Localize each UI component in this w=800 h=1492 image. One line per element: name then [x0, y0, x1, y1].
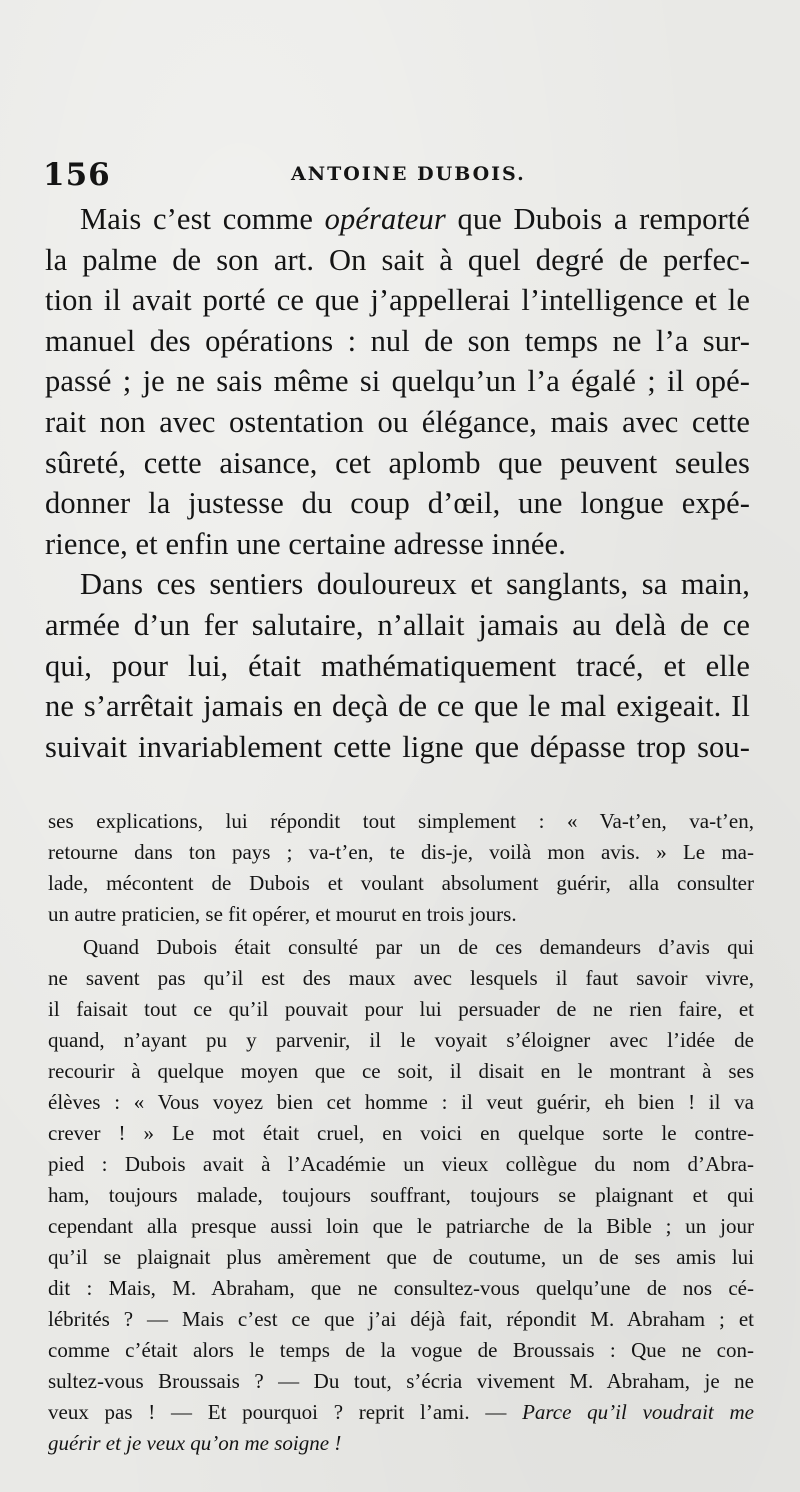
running-head: ANTOINE DUBOIS. — [291, 163, 526, 185]
text-line: donner la justesse du coup d’œil, une longue expé- — [45, 486, 750, 521]
text-line: rience, et enfin une certaine adresse innée. — [45, 526, 566, 561]
footnote-line: comme c’était alors le temps de la vogue de Broussais : Que ne con- — [48, 1338, 754, 1362]
footnote-line: Quand Dubois était consulté par un de ces demandeurs d’avis qui — [83, 935, 754, 959]
footnote-line: ne savent pas qu’il est des maux avec lesquels il faut savoir vivre, — [48, 966, 754, 990]
footnote-line: lébrités ? — Mais c’est ce que j’ai déjà fait, répondit M. Abraham ; et — [48, 1307, 754, 1331]
page-number: 156 — [43, 157, 111, 193]
footnote-line: élèves : « Vous voyez bien cet homme : il veut guérir, eh bien ! il va — [48, 1090, 754, 1114]
text-line: la palme de son art. On sait à quel degré de perfec- — [45, 242, 750, 277]
footnote-line: veux pas ! — Et pourquoi ? reprit l’ami. — Parce qu’il voudrait me — [48, 1400, 754, 1424]
footnote-line: crever ! » Le mot était cruel, en voici en quelque sorte le contre- — [48, 1121, 754, 1145]
text-line: sûreté, cette aisance, cet aplomb que peuvent seules — [45, 445, 750, 480]
footnote-line: un autre praticien, se fit opérer, et mourut en trois jours. — [48, 902, 517, 926]
footnote-line: quand, n’ayant pu y parvenir, il le voyait s’éloigner avec l’idée de — [48, 1028, 754, 1052]
footnote-line: pied : Dubois avait à l’Académie un vieux collègue du nom d’Abra- — [48, 1152, 754, 1176]
footnote-line: qu’il se plaignait plus amèrement que de coutume, un de ses amis lui — [48, 1245, 754, 1269]
text-line: rait non avec ostentation ou élégance, mais avec cette — [45, 404, 750, 439]
footnote-line: ses explications, lui répondit tout simplement : « Va-t’en, va-t’en, — [48, 809, 754, 833]
text-line: passé ; je ne sais même si quelqu’un l’a égalé ; il opé- — [45, 364, 750, 399]
footnote-line — [48, 1428, 754, 1459]
footnote-paragraph — [48, 932, 754, 1459]
footnote-line: ham, toujours malade, toujours souffrant, toujours se plaignant et qui — [48, 1183, 754, 1207]
text-line: manuel des opérations : nul de son temps ne l’a sur- — [45, 323, 750, 358]
text-line: ne s’arrêtait jamais en deçà de ce que le mal exigeait. Il — [45, 689, 750, 724]
footnote-line: sultez-vous Broussais ? — Du tout, s’écria vivement M. Abraham, je ne — [48, 1369, 754, 1393]
emphasis: guérir et je veux qu’on me soigne ! — [48, 1431, 342, 1455]
main-text — [45, 199, 750, 767]
footnote-line: retourne dans ton pays ; va-t’en, te dis-je, voilà mon avis. » Le ma- — [48, 840, 754, 864]
text-line: qui, pour lui, était mathématiquement tracé, et elle — [45, 648, 750, 683]
text-line: tion il avait porté ce que j’appellerai l’intelligence et le — [45, 283, 750, 318]
footnote-line: cependant alla presque aussi loin que le patriarche de la Bible ; un jour — [48, 1214, 754, 1238]
text-line: Mais c’est comme opérateur que Dubois a remporté — [80, 202, 750, 236]
emphasis: Parce qu’il voudrait me — [522, 1400, 754, 1424]
footnote-line: il faisait tout ce qu’il pouvait pour lui persuader de ne rien faire, et — [48, 997, 754, 1021]
page-header — [43, 157, 753, 197]
text-line: suivait invariablement cette ligne que dépasse trop sou- — [45, 729, 750, 764]
text-line: Dans ces sentiers douloureux et sanglants, sa main, — [80, 567, 750, 602]
text-line: armée d’un fer salutaire, n’allait jamais au delà de ce — [45, 607, 750, 642]
footnote-paragraph — [48, 806, 754, 930]
footnotes — [48, 806, 754, 1459]
footnote-line: lade, mécontent de Dubois et voulant absolument guérir, alla consulter — [48, 871, 754, 895]
footnote-line: dit : Mais, M. Abraham, que ne consultez-vous quelqu’une de nos cé- — [48, 1276, 754, 1300]
emphasis: opérateur — [324, 202, 446, 236]
footnote-line: recourir à quelque moyen que ce soit, il disait en le montrant à ses — [48, 1059, 754, 1083]
